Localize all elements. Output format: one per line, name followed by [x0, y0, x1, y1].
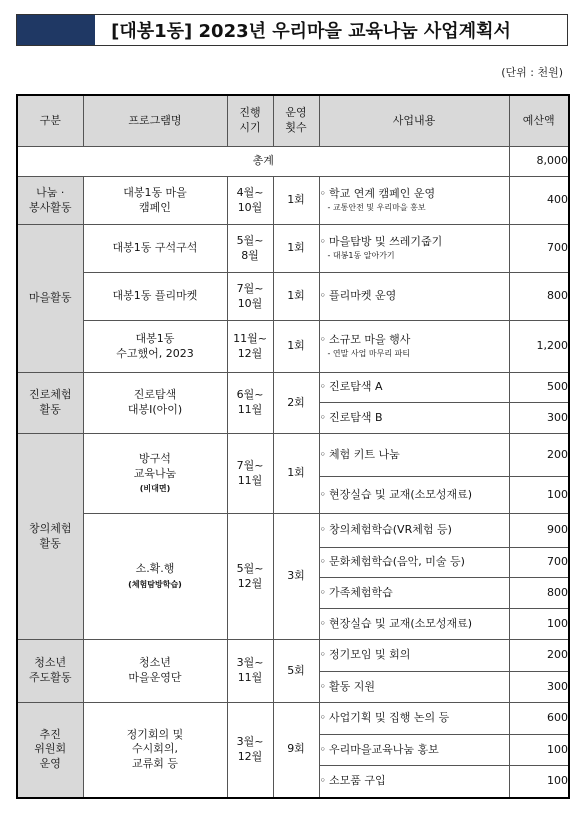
program-line: 수시회의, [131, 742, 178, 756]
content-item [320, 586, 509, 601]
program-line: 캠페인 [139, 200, 171, 214]
content-text: 진로탐색 A [329, 380, 383, 394]
category-line: 위원회 [34, 742, 67, 756]
header-category: 구분 [17, 95, 83, 147]
program-line: 대봉1동 플리마켓 [112, 289, 198, 303]
program-line: 대봉1동 구석구석 [112, 241, 198, 255]
bullet-icon: ◦ [319, 235, 326, 249]
content-cell [319, 672, 509, 703]
table-row [17, 703, 569, 735]
category-line: 창의체험 [28, 521, 72, 535]
period-line: 11월 [237, 403, 263, 416]
period-line: 10월 [237, 296, 263, 310]
document-title: [대봉1동] 2023년 우리마을 교육나눔 사업계획서 [111, 21, 511, 42]
period-cell [227, 321, 273, 373]
header-count [273, 95, 319, 147]
category-cell [17, 373, 83, 434]
content-item [320, 380, 509, 395]
program-line: 소.확.행 [135, 562, 175, 576]
content-text: 우리마을교육나눔 홍보 [329, 742, 439, 756]
period-cell [227, 373, 273, 434]
content-item [320, 523, 509, 538]
content-item [320, 333, 509, 348]
count-cell: 2회 [273, 373, 319, 434]
content-cell [319, 514, 509, 548]
header-program: 프로그램명 [83, 95, 227, 147]
category-cell [17, 434, 83, 640]
content-item [320, 448, 509, 463]
budget-cell: 700 [509, 225, 569, 273]
period-cell [227, 640, 273, 703]
budget-cell: 400 [509, 177, 569, 225]
content-item [320, 711, 509, 726]
category-line: 나눔 · [36, 185, 65, 199]
period-line: 7월~ [236, 281, 264, 295]
bullet-icon: ◦ [319, 410, 326, 424]
table-row [17, 273, 569, 321]
content-cell [319, 403, 509, 434]
header-period-line: 진행 [239, 106, 261, 120]
category-line: 운영 [39, 757, 61, 770]
budget-cell: 300 [509, 672, 569, 703]
bullet-icon: ◦ [319, 648, 326, 662]
content-cell [319, 578, 509, 609]
category-line: 마을활동 [28, 291, 72, 305]
bullet-icon: ◦ [319, 380, 326, 394]
content-item [320, 774, 509, 789]
budget-cell: 100 [509, 766, 569, 798]
period-cell [227, 514, 273, 640]
period-line: 7월~ [236, 458, 264, 472]
content-cell [319, 225, 509, 273]
content-subtext: - 대봉1동 알아가기 [327, 250, 395, 260]
period-line: 5월~ [236, 233, 264, 247]
bullet-icon: ◦ [319, 711, 326, 725]
document-title-box [16, 14, 568, 46]
bullet-icon: ◦ [319, 487, 326, 501]
count-cell: 3회 [273, 514, 319, 640]
table-row [17, 514, 569, 548]
bullet-icon: ◦ [319, 187, 326, 201]
content-text: 현장실습 및 교재(소모성재료) [329, 616, 473, 630]
bullet-icon: ◦ [319, 523, 326, 537]
period-line: 11월 [237, 473, 263, 487]
program-line: 방구석 [139, 452, 171, 466]
bullet-icon: ◦ [319, 447, 326, 461]
program-cell [83, 703, 227, 798]
content-item [320, 743, 509, 758]
table-row [17, 321, 569, 373]
count-cell: 9회 [273, 703, 319, 798]
program-line: 진로탐색 [133, 388, 177, 402]
category-line: 청소년 [34, 656, 67, 670]
table-row [17, 640, 569, 672]
period-line: 12월 [237, 576, 263, 590]
bullet-icon: ◦ [319, 555, 326, 569]
content-text: 가족체험학습 [329, 585, 393, 599]
budget-cell: 100 [509, 735, 569, 766]
content-text: 창의체험학습(VR체험 등) [329, 523, 452, 537]
content-cell [319, 640, 509, 672]
program-line: 정기회의 및 [126, 727, 184, 741]
content-item [320, 555, 509, 570]
content-text: 활동 지원 [329, 679, 376, 693]
program-cell [83, 273, 227, 321]
budget-cell: 600 [509, 703, 569, 735]
program-note: (비대면) [139, 484, 171, 494]
budget-cell: 1,200 [509, 321, 569, 373]
budget-cell: 800 [509, 273, 569, 321]
content-text: 문화체험학습(음악, 미술 등) [329, 555, 465, 569]
bullet-icon: ◦ [319, 616, 326, 630]
program-line: 교육나눔 [133, 466, 177, 480]
table-row [17, 177, 569, 225]
budget-cell: 900 [509, 514, 569, 548]
bullet-icon: ◦ [319, 585, 326, 599]
count-cell: 1회 [273, 434, 319, 514]
count-cell: 1회 [273, 177, 319, 225]
content-item [320, 187, 509, 202]
table-header-row [17, 95, 569, 147]
program-line: 대봉I(아이) [127, 403, 183, 416]
content-text: 플리마켓 운영 [329, 289, 397, 303]
content-cell [319, 609, 509, 640]
budget-cell: 200 [509, 640, 569, 672]
period-line: 10월 [237, 200, 263, 214]
period-cell [227, 225, 273, 273]
content-cell [319, 477, 509, 514]
bullet-icon: ◦ [319, 742, 326, 756]
budget-cell: 500 [509, 373, 569, 403]
budget-cell: 200 [509, 434, 569, 477]
bullet-icon: ◦ [319, 289, 326, 303]
budget-cell: 700 [509, 548, 569, 578]
count-cell: 1회 [273, 273, 319, 321]
content-item [320, 488, 509, 503]
content-cell [319, 273, 509, 321]
content-text: 학교 연계 캠페인 운영 [329, 187, 436, 201]
category-line: 주도활동 [28, 671, 72, 684]
period-line: 11월~ [233, 331, 267, 345]
content-cell [319, 735, 509, 766]
category-cell [17, 703, 83, 798]
period-line: 4월~ [236, 185, 264, 199]
header-period-line: 시기 [239, 121, 261, 134]
bullet-icon: ◦ [319, 679, 326, 693]
content-cell [319, 321, 509, 373]
program-cell [83, 321, 227, 373]
table-row [17, 373, 569, 403]
unit-note: (단위 : 천원) [501, 66, 563, 79]
category-line: 활동 [39, 536, 61, 550]
content-text: 마을탐방 및 쓰레기줍기 [329, 235, 443, 249]
category-cell [17, 177, 83, 225]
total-label: 총계 [17, 147, 509, 177]
bullet-icon: ◦ [319, 773, 326, 787]
content-cell [319, 434, 509, 477]
content-text: 소모품 구입 [329, 773, 386, 787]
header-count-line: 횟수 [285, 121, 307, 134]
content-item [320, 648, 509, 663]
content-text: 체험 키트 나눔 [329, 447, 400, 461]
table-row [17, 434, 569, 477]
program-line: 대봉1동 [135, 331, 175, 345]
budget-cell: 800 [509, 578, 569, 609]
category-line: 진로체험 [28, 388, 72, 402]
period-cell [227, 273, 273, 321]
period-line: 11월 [237, 671, 263, 684]
total-budget: 8,000 [509, 147, 569, 177]
period-line: 3월~ [236, 656, 264, 670]
table-row [17, 225, 569, 273]
header-count-line: 운영 [285, 106, 307, 120]
header-period [227, 95, 273, 147]
program-cell [83, 225, 227, 273]
content-text: 소규모 마을 행사 [329, 333, 411, 347]
count-cell: 1회 [273, 321, 319, 373]
total-row [17, 147, 569, 177]
program-cell [83, 640, 227, 703]
period-cell [227, 434, 273, 514]
program-cell [83, 434, 227, 514]
header-content: 사업내용 [319, 95, 509, 147]
content-subtext: - 교통안전 및 우리마을 홍보 [327, 202, 426, 212]
content-cell [319, 548, 509, 578]
count-cell: 1회 [273, 225, 319, 273]
program-line: 대봉1동 마을 [123, 185, 187, 199]
content-text: 진로탐색 B [329, 410, 383, 424]
content-item [320, 680, 509, 695]
period-cell [227, 177, 273, 225]
category-cell [17, 225, 83, 373]
count-cell: 5회 [273, 640, 319, 703]
category-cell [17, 640, 83, 703]
plan-table [16, 94, 570, 799]
category-line: 추진 [39, 727, 61, 741]
program-note: (체험탐방학습) [128, 579, 182, 589]
period-line: 8월 [241, 248, 259, 262]
content-text: 정기모임 및 회의 [329, 648, 411, 662]
program-cell [83, 177, 227, 225]
budget-cell: 100 [509, 477, 569, 514]
budget-cell: 100 [509, 609, 569, 640]
program-line: 교류회 등 [131, 757, 178, 770]
content-item [320, 617, 509, 632]
program-cell [83, 373, 227, 434]
budget-cell: 300 [509, 403, 569, 434]
period-cell [227, 703, 273, 798]
program-line: 수고했어, 2023 [116, 346, 194, 360]
content-cell [319, 703, 509, 735]
content-text: 현장실습 및 교재(소모성재료) [329, 487, 473, 501]
content-cell [319, 373, 509, 403]
content-cell [319, 177, 509, 225]
content-text: 사업기획 및 집행 논의 등 [329, 711, 450, 725]
period-line: 12월 [237, 749, 263, 763]
title-accent-bar [17, 15, 95, 45]
content-cell [319, 766, 509, 798]
program-line: 청소년 [139, 656, 171, 670]
period-line: 6월~ [236, 388, 264, 402]
category-line: 활동 [39, 403, 61, 416]
program-line: 마을운영단 [128, 671, 182, 684]
bullet-icon: ◦ [319, 333, 326, 347]
period-line: 5월~ [236, 561, 264, 575]
period-line: 3월~ [236, 735, 264, 749]
content-item [320, 235, 509, 250]
header-budget: 예산액 [509, 95, 569, 147]
content-subtext: - 연말 사업 마무리 파티 [327, 348, 411, 358]
period-line: 12월 [237, 346, 263, 360]
content-item [320, 289, 509, 304]
content-item [320, 411, 509, 426]
category-line: 봉사활동 [28, 200, 72, 214]
program-cell [83, 514, 227, 640]
